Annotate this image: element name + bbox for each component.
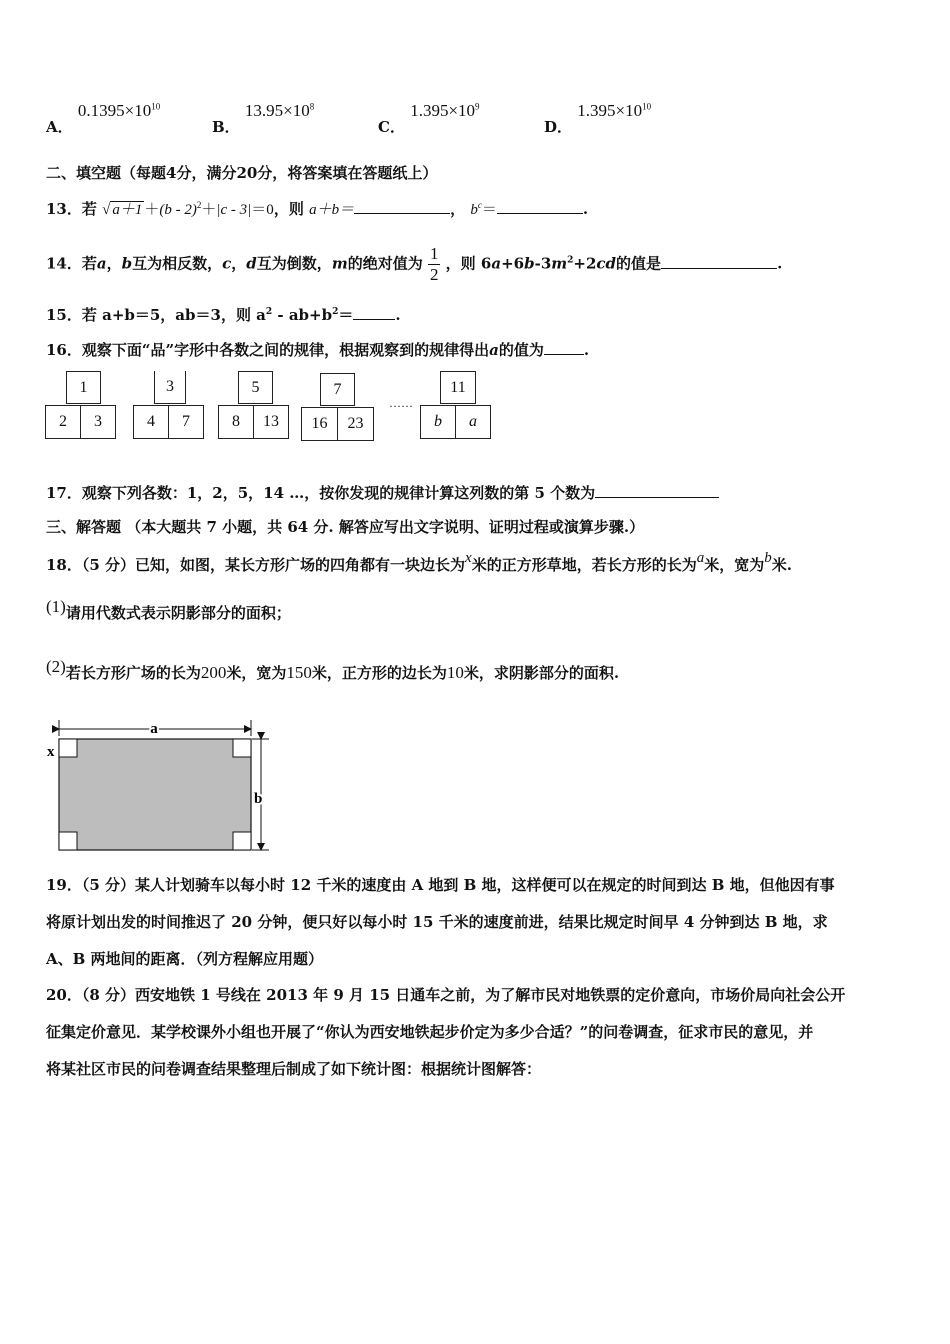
section-2-title: 二、填空题（每题4分，满分20分，将答案填在答题纸上） — [46, 164, 438, 182]
answer-blank[interactable] — [354, 199, 450, 214]
option-c: C． $1.395\times 10^9$ — [378, 101, 480, 136]
shaded-region — [59, 739, 251, 850]
pin-1-right: 3 — [80, 405, 116, 439]
question-19-line-2: 将原计划出发的时间推迟了 20 分钟，便只好以每小时 15 千米的速度前进，结果比规定时间早 4 分钟到达 B 地，求 — [46, 913, 828, 931]
question-15: 15．若 a+b＝5，ab＝3，则 $a^2 - ab+b^2=$ . — [46, 306, 401, 324]
question-14: 14．若a，b互为相反数，c，d互为倒数，m的绝对值为 $\frac{1}{2}$ ，则 $6a+6b-3m^2+2cd$的值是 . — [46, 244, 783, 284]
answer-blank[interactable] — [353, 305, 395, 320]
rectangle-square-figure — [40, 712, 280, 857]
pin-2-top: 3 — [154, 371, 186, 404]
pin-5-top: 11 — [440, 371, 476, 404]
pin-1-top: 1 — [66, 371, 101, 404]
pin-5-left: b — [420, 405, 456, 439]
question-13: 13．若 √ a＋1 ＋(b - 2)$^2$＋|c - 3|＝0，则 a＋b＝ ， $b^c=$ . — [46, 200, 589, 218]
pin-3-right: 13 — [253, 405, 289, 439]
label-a: a — [150, 721, 158, 737]
section-3-title: 三、解答题 （本大题共 7 小题，共 64 分. 解答应写出文字说明、证明过程或演算步骤.） — [46, 518, 645, 536]
question-17: 17．观察下列各数：1，2，5，14 …，按你发现的规律计算这列数的第 5 个数为 — [46, 482, 719, 503]
question-18-part-1: (1)请用代数式表示阴影部分的面积； — [46, 597, 291, 622]
fraction-one-half: $\frac{1}{2}$ — [429, 244, 439, 284]
pin-3-top: 5 — [238, 371, 273, 404]
pin-3-left: 8 — [218, 405, 254, 439]
question-16: 16．观察下面“品”字形中各数之间的规律，根据观察到的规律得出a的值为 . — [46, 341, 590, 359]
answer-blank[interactable] — [497, 199, 583, 214]
option-a-label: A． — [46, 118, 73, 136]
pin-2-right: 7 — [168, 405, 204, 439]
pin-4-right: 23 — [337, 407, 374, 441]
question-19-line-3: A、B 两地间的距离．（列方程解应用题） — [46, 950, 324, 968]
corner-square-bl — [59, 832, 77, 850]
pin-4-top: 7 — [320, 373, 355, 406]
option-b: B． $13.95\times 10^8$ — [212, 101, 315, 136]
pin-1-left: 2 — [45, 405, 81, 439]
question-20-line-2: 征集定价意见．某学校课外小组也开展了“你认为西安地铁起步价定为多少合适？”的问卷调查，征求市民的意见，并 — [46, 1023, 814, 1041]
option-d-label: D． — [544, 118, 573, 136]
corner-square-tr — [233, 739, 251, 757]
pin-2-left: 4 — [133, 405, 169, 439]
option-a: A． $0.1395\times 10^{10}$ — [46, 101, 161, 136]
pin-ellipsis: …… — [389, 396, 413, 410]
pin-4-left: 16 — [301, 407, 338, 441]
answer-blank[interactable] — [595, 483, 719, 498]
corner-square-br — [233, 832, 251, 850]
question-18-part-2: (2)若长方形广场的长为200米，宽为150米，正方形的边长为10米，求阴影部分的面积. — [46, 657, 620, 682]
answer-blank[interactable] — [661, 254, 777, 269]
label-b: b — [254, 791, 263, 807]
question-19-line-1: 19．（5 分）某人计划骑车以每小时 12 千米的速度由 A 地到 B 地，这样便可以在规定的时间到达 B 地，但他因有事 — [46, 876, 835, 894]
option-c-label: C． — [378, 118, 405, 136]
question-20-line-3: 将某社区市民的问卷调查结果整理后制成了如下统计图：根据统计图解答： — [46, 1060, 542, 1078]
question-18: 18．（5 分）已知，如图，某长方形广场的四角都有一块边长为x米的正方形草地，若长方形的长为a米，宽为b米. — [46, 550, 792, 574]
option-b-label: B． — [212, 118, 240, 136]
answer-blank[interactable] — [544, 340, 584, 355]
corner-square-tl — [59, 739, 77, 757]
label-x: x — [47, 744, 55, 760]
pin-5-right: a — [455, 405, 491, 439]
option-d: D． $1.395\times 10^{10}$ — [544, 101, 652, 136]
question-20-line-1: 20．（8 分）西安地铁 1 号线在 2013 年 9 月 15 日通车之前，为了解市民对地铁票的定价意向，市场价局向社会公开 — [46, 986, 846, 1004]
